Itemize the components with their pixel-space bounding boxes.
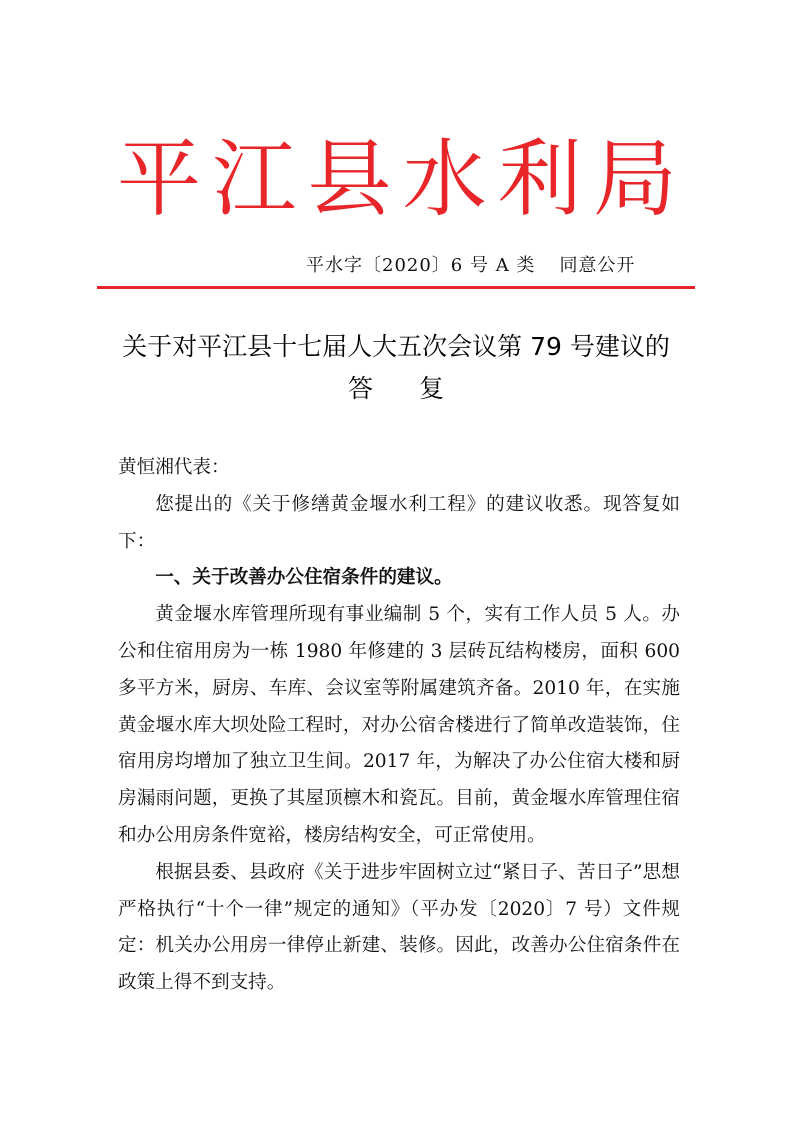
disclosure-status: 同意公开 [559, 255, 636, 276]
masthead-char: 县 [307, 130, 392, 228]
masthead-char: 水 [402, 130, 487, 228]
masthead-char: 平 [117, 130, 202, 228]
section-heading: 一、关于改善办公住宿条件的建议。 [155, 567, 453, 589]
document-number: 平水字〔2020〕6 号 A 类 [306, 255, 536, 276]
masthead-char: 江 [212, 130, 297, 228]
document-body [118, 450, 680, 1002]
document-title: 关于对平江县十七届人大五次会议第 79 号建议的 [122, 332, 670, 361]
masthead-org-name [117, 124, 677, 234]
red-divider [97, 286, 695, 289]
body-paragraph: 根据县委、县政府《关于进步牢固树立过“紧日子、苦日子”思想严格执行“十个一律”规定的通知》（平办发〔2020〕7 号）文件规定：机关办公用房一律停止新建、装修。因此，改善办公住宿条件在政策上得不到支持。 [118, 861, 680, 994]
intro-paragraph: 您提出的《关于修缮黄金堰水利工程》的建议收悉。现答复如下： [118, 493, 680, 552]
document-title-reply: 答复 [347, 374, 490, 403]
body-paragraph: 黄金堰水库管理所现有事业编制 5 个，实有工作人员 5 人。办公和住宿用房为一栋 1980 年修建的 3 层砖瓦结构楼房，面积 600 多平方米，厨房、车库、会议室等附属建筑齐备。2010 年，在实施黄金堰水库大坝处险工程时，对办公宿舍楼进行了简单改造装饰，住宿用房均增加了独立卫生间。2017 年，为解决了办公住宿大楼和厨房漏雨问题，更换了其屋顶檩木和瓷瓦。目前，黄金堰水库管理住宿和办公用房条件宽裕，楼房结构安全，可正常使用。 [118, 604, 680, 846]
document-number-line [306, 251, 635, 277]
masthead-char: 局 [592, 130, 677, 228]
salutation: 黄恒湘代表： [118, 457, 230, 478]
masthead-char: 利 [497, 130, 582, 228]
